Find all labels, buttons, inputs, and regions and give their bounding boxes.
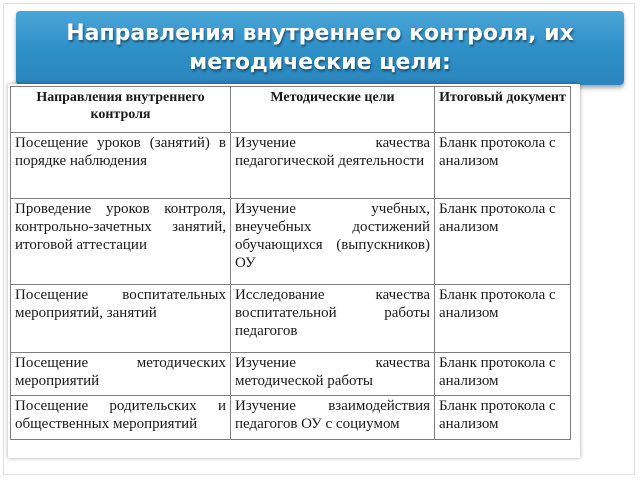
- cell-document: Бланк протокола с анализом: [435, 199, 571, 285]
- cell-goal: Изучение взаимодействия педагогов ОУ с социумом: [231, 396, 435, 440]
- header-document: Итоговый документ: [435, 87, 571, 133]
- cell-direction: Посещение уроков (занятий) в порядке наблюдения: [11, 133, 231, 199]
- header-goals: Методические цели: [231, 87, 435, 133]
- cell-direction: Проведение уроков контроля, контрольно-зачетных занятий, итоговой аттестации: [11, 199, 231, 285]
- cell-document: Бланк протокола с анализом: [435, 133, 571, 199]
- cell-document: Бланк протокола с анализом: [435, 396, 571, 440]
- header-directions: Направления внутреннего контроля: [11, 87, 231, 133]
- cell-document: Бланк протокола с анализом: [435, 353, 571, 396]
- table-row: [11, 285, 571, 353]
- table-row: [11, 133, 571, 199]
- cell-goal: Изучение учебных, внеучебных достижений обучающихся (выпускников) ОУ: [231, 199, 435, 285]
- table-row: [11, 396, 571, 440]
- table-row: [11, 199, 571, 285]
- table-row: [11, 353, 571, 396]
- cell-goal: Исследование качества воспитательной работы педагогов: [231, 285, 435, 353]
- title-banner: [16, 11, 624, 85]
- table-header-row: [11, 87, 571, 133]
- cell-goal: Изучение качества педагогической деятельности: [231, 133, 435, 199]
- slide-title: Направления внутреннего контроля, их методические цели:: [66, 21, 574, 75]
- cell-direction: Посещение методических мероприятий: [11, 353, 231, 396]
- cell-direction: Посещение родительских и общественных мероприятий: [11, 396, 231, 440]
- cell-direction: Посещение воспитательных мероприятий, занятий: [11, 285, 231, 353]
- cell-goal: Изучение качества методической работы: [231, 353, 435, 396]
- control-directions-table: [10, 86, 571, 440]
- cell-document: Бланк протокола с анализом: [435, 285, 571, 353]
